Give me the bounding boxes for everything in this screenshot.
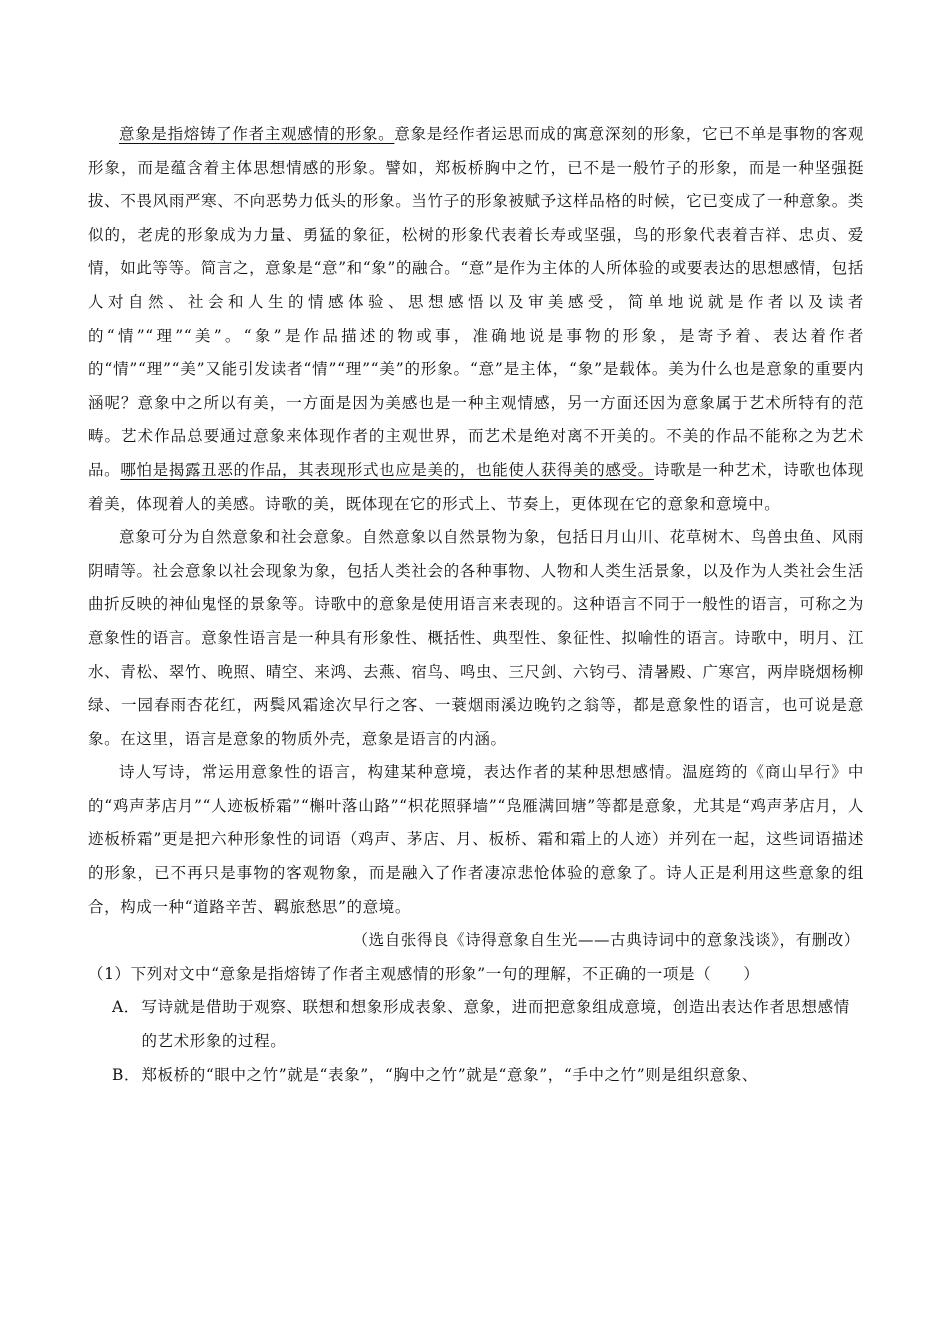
option-a-text: 写诗就是借助于观察、联想和想象形成表象、意象，进而把意象组成意境，创造出表达作者思想感情的艺术形象的过程。 bbox=[141, 998, 850, 1051]
paragraph-1 bbox=[88, 118, 864, 521]
option-a[interactable] bbox=[112, 991, 864, 1058]
question-1-stem: （1）下列对文中“意象是指熔铸了作者主观感情的形象”一句的理解，不正确的一项是（ ） bbox=[88, 964, 760, 983]
paragraph-1-text-a: 意象是经作者运思而成的寓意深刻的形象，它已不单是事物的客观形象，而是蕴含着主体思想情感的形象。譬如，郑板桥胸中之竹，已不是一般竹子的形象，而是一种坚强挺拔、不畏风雨严寒、不向恶势力低头的形象。当竹子的形象被赋予这样品格的时候，它已变成了一种意象。类似的，老虎的形象成为力量、勇猛的象征，松树的形象代表着长寿或坚强，鸟的形象代表着吉祥、忠贞、爱情，如此等等。简言之，意象是“意”和“象”的融合。“意”是作为主体的人所体验的或要表达的思想感情，包括人对自然、社会和人生的情感体验、思想感悟以及审美感受，简单地说就是作者以及读者的“情”“理”“美”。“象”是作品描述的物或事，准确地说是事物的形象，是寄予着、表达着作者的“情”“理”“美”又能引发读者“情”“理”“美”的形象。“意”是主体，“象”是载体。美为什么也是意象的重要内涵呢？意象中之所以有美，一方面是因为美感也是一种主观情感，另一方面还因为意象属于艺术所特有的范畴。艺术作品总要通过意象来体现作者的主观世界，而艺术是绝对离不开美的。不美的作品不能称之为艺术品。 bbox=[88, 125, 865, 479]
paragraph-1-text-b: 诗歌是一种艺术，诗歌也体现着美，体现着人的美感。诗歌的美，既体现在它的形式上、节奏上，更体现在它的意象和意境中。 bbox=[88, 460, 864, 513]
paragraph-2: 意象可分为自然意象和社会意象。自然意象以自然景物为象，包括日月山川、花草树木、鸟兽虫鱼、风雨阴晴等。社会意象以社会现象为象，包括人类社会的各种事物、人物和人类生活景象，以及作为人类社会生活曲折反映的神仙鬼怪的景象等。诗歌中的意象是使用语言来表现的。这种语言不同于一般性的语言，可称之为意象性的语言。意象性语言是一种具有形象性、概括性、典型性、象征性、拟喻性的语言。诗歌中，明月、江水、青松、翠竹、晚照、晴空、来鸿、去燕、宿鸟、鸣虫、三尺剑、六钧弓、清暑殿、广寒宫，两岸晓烟杨柳绿、一园春雨杏花红，两鬓风霜途次早行之客、一蓑烟雨溪边晚钓之翁等，都是意象性的语言，也可说是意象。在这里，语言是意象的物质外壳，意象是语言的内涵。 bbox=[88, 528, 864, 748]
option-a-letter: A． bbox=[112, 998, 140, 1017]
underlined-sentence-2: 哪怕是揭露丑恶的作品，其表现形式也应是美的，也能使人获得美的感受。 bbox=[120, 460, 654, 479]
source-citation: （选自张得良《诗得意象自生光——古典诗词中的意象浅谈》，有删改） bbox=[352, 931, 860, 950]
option-b[interactable] bbox=[112, 1059, 864, 1093]
option-b-text: 郑板桥的“眼中之竹”就是“表象”，“胸中之竹”就是“意象”，“手中之竹”则是组织意象、 bbox=[141, 1065, 758, 1084]
paragraph-3: 诗人写诗，常运用意象性的语言，构建某种意境，表达作者的某种思想感情。温庭筠的《商山早行》中的“鸡声茅店月”“人迹板桥霜”“槲叶落山路”“枳花照驿墙”“凫雁满回塘”等都是意象，尤其是“鸡声茅店月，人迹板桥霜”更是把六种形象性的词语（鸡声、茅店、月、板桥、霜和霜上的人迹）并列在一起，这些词语描述的形象，已不再只是事物的客观物象，而是融入了作者凄凉悲怆体验的意象了。诗人正是利用这些意象的组合，构成一种“道路辛苦、羁旅愁思”的意境。 bbox=[88, 763, 864, 916]
option-b-letter: B． bbox=[112, 1065, 141, 1084]
document-page bbox=[88, 118, 864, 1092]
underlined-sentence-1: 意象是指熔铸了作者主观感情的形象。 bbox=[119, 125, 395, 143]
